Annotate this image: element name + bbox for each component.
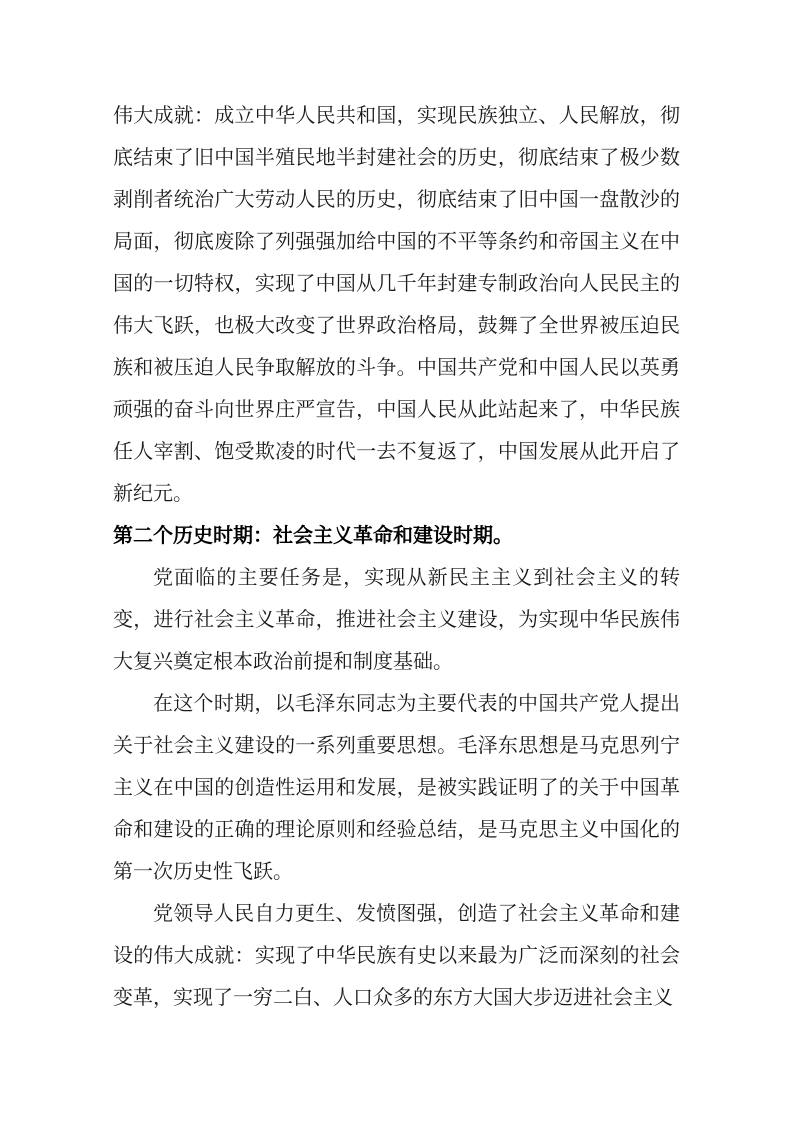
section-heading-second-historical-period: 第二个历史时期：社会主义革命和建设时期。 bbox=[113, 525, 513, 547]
paragraph-party-main-task: 党面临的主要任务是，实现从新民主主义到社会主义的转变，进行社会主义革命，推进社会主义建设，为实现中华民族伟大复兴奠定根本政治前提和制度基础。 bbox=[113, 567, 680, 673]
document-text-block bbox=[113, 95, 680, 1019]
paragraph-great-achievements-continuation: 伟大成就：成立中华人民共和国，实现民族独立、人民解放，彻底结束了旧中国半殖民地半封建社会的历史，彻底结束了极少数剥削者统治广大劳动人民的历史，彻底结束了旧中国一盘散沙的局面，彻底废除了列强强加给中国的不平等条约和帝国主义在中国的一切特权，实现了中国从几千年封建专制政治向人民民主的伟大飞跃，也极大改变了世界政治格局，鼓舞了全世界被压迫民族和被压迫人民争取解放的斗争。中国共产党和中国人民以英勇顽强的奋斗向世界庄严宣告，中国人民从此站起来了，中华民族任人宰割、饱受欺凌的时代一去不复返了，中国发展从此开启了新纪元。 bbox=[113, 105, 680, 505]
paragraph-socialist-revolution-achievements: 党领导人民自力更生、发愤图强，创造了社会主义革命和建设的伟大成就：实现了中华民族有史以来最为广泛而深刻的社会变革，实现了一穷二白、人口众多的东方大国大步迈进社会主义 bbox=[113, 903, 680, 1009]
paragraph-mao-zedong-thought: 在这个时期，以毛泽东同志为主要代表的中国共产党人提出关于社会主义建设的一系列重要思想。毛泽东思想是马克思列宁主义在中国的创造性运用和发展，是被实践证明了的关于中国革命和建设的正确的理论原则和经验总结，是马克思主义中国化的第一次历史性飞跃。 bbox=[113, 693, 680, 883]
